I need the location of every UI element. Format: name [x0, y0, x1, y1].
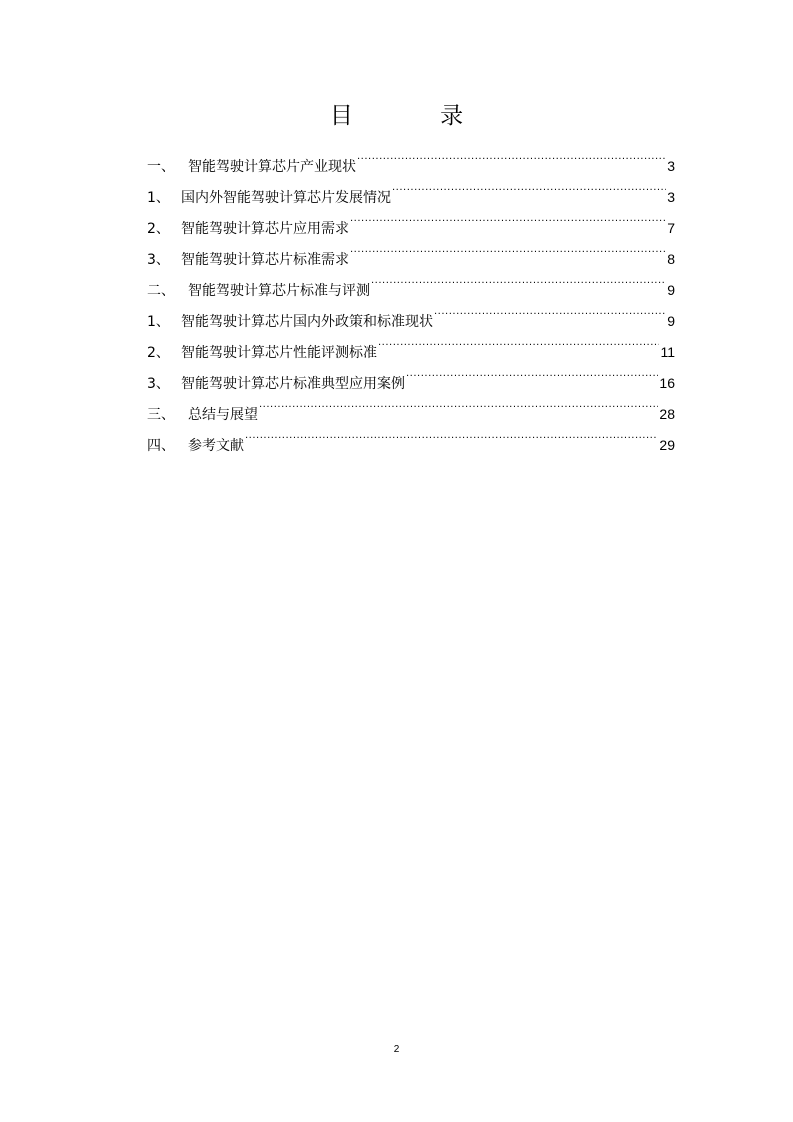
- page-number: 2: [393, 1044, 400, 1055]
- toc-dot-leader: [350, 233, 666, 264]
- toc-dot-leader: [245, 419, 658, 450]
- toc-entry-page: 7: [667, 220, 675, 236]
- toc-entry-page: 9: [667, 313, 675, 329]
- toc-dot-leader: [378, 326, 659, 357]
- toc-dot-leader: [392, 171, 666, 202]
- table-of-contents: [147, 140, 675, 454]
- toc-entry-number: 3、: [147, 252, 170, 268]
- toc-dot-leader: [357, 140, 666, 171]
- toc-entry-number: 一、: [147, 159, 175, 175]
- toc-entry-page: 28: [659, 406, 675, 422]
- toc-entry-label: 智能驾驶计算芯片标准与评测: [188, 283, 370, 299]
- toc-entry-number: 四、: [147, 438, 175, 454]
- toc-entry-label: 智能驾驶计算芯片标准需求: [181, 252, 349, 268]
- toc-dot-leader: [371, 264, 666, 295]
- toc-entry-page: 16: [659, 375, 675, 391]
- toc-entry-page: 3: [667, 189, 675, 205]
- toc-dot-leader: [434, 295, 666, 326]
- toc-entry-page: 9: [667, 282, 675, 298]
- toc-entry-label: 智能驾驶计算芯片应用需求: [181, 221, 349, 237]
- toc-entry-label: 总结与展望: [188, 407, 258, 423]
- toc-entry-number: 3、: [147, 376, 170, 392]
- toc-dot-leader: [350, 202, 666, 233]
- toc-entry-number: 2、: [147, 221, 170, 237]
- toc-entry-page: 11: [660, 344, 675, 360]
- toc-entry-label: 参考文献: [188, 438, 244, 454]
- toc-entry-label: 国内外智能驾驶计算芯片发展情况: [181, 190, 391, 206]
- toc-entry-page: 8: [667, 251, 675, 267]
- toc-entry-label: 智能驾驶计算芯片国内外政策和标准现状: [181, 314, 433, 330]
- toc-entry-page: 29: [659, 437, 675, 453]
- toc-entry-number: 1、: [147, 190, 170, 206]
- toc-entry-number: 三、: [147, 407, 175, 423]
- toc-entry-number: 二、: [147, 283, 175, 299]
- toc-entry-page: 3: [667, 158, 675, 174]
- toc-entry-number: 2、: [147, 345, 170, 361]
- toc-dot-leader: [406, 357, 658, 388]
- toc-entry[interactable]: [147, 140, 675, 175]
- toc-dot-leader: [259, 388, 658, 419]
- toc-entry-number: 1、: [147, 314, 170, 330]
- toc-entry-label: 智能驾驶计算芯片产业现状: [188, 159, 356, 175]
- toc-entry-label: 智能驾驶计算芯片性能评测标准: [181, 345, 377, 361]
- toc-title: 目 录: [329, 103, 504, 129]
- toc-entry-label: 智能驾驶计算芯片标准典型应用案例: [181, 376, 405, 392]
